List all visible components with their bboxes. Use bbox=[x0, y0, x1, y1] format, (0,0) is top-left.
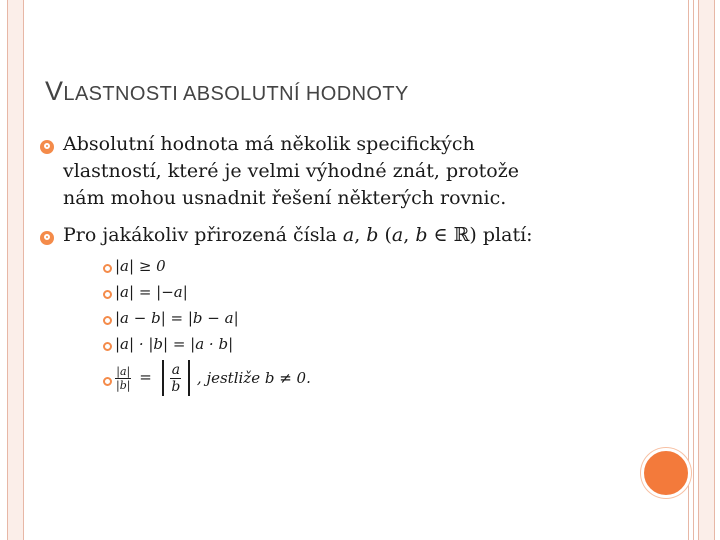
fraction-right-numerator: 𝑎 bbox=[171, 361, 181, 378]
bullet-icon bbox=[40, 231, 54, 245]
fraction-condition: , 𝑗𝑒𝑠𝑡𝑙𝑖ž𝑒 𝑏 ≠ 0. bbox=[196, 369, 311, 387]
left-frame-stripe bbox=[7, 0, 24, 540]
fraction-left-denominator: |𝑏| bbox=[116, 378, 131, 392]
bullet-1-line-2: vlastností, které je velmi výhodné znát, protože bbox=[63, 160, 519, 182]
property-4: |𝑎| · |𝑏| = |𝑎 · 𝑏| bbox=[115, 335, 234, 353]
orange-circle-decoration bbox=[641, 448, 691, 498]
sub-bullet-icon bbox=[103, 316, 112, 325]
sub-bullet-icon bbox=[103, 264, 112, 273]
title-rest: LASTNOSTI ABSOLUTNÍ HODNOTY bbox=[63, 83, 409, 105]
slide-title bbox=[45, 76, 409, 107]
sub-bullet-icon bbox=[103, 377, 112, 386]
right-frame-stripes bbox=[688, 0, 720, 540]
property-3: |𝑎 − 𝑏| = |𝑏 − 𝑎| bbox=[115, 309, 239, 327]
equals-sign: = bbox=[139, 368, 152, 386]
property-1: |𝑎| ≥ 0 bbox=[115, 257, 166, 275]
fraction-left bbox=[115, 365, 131, 392]
bullet-1-line-3: nám mohou usnadnit řešení některých rovnic. bbox=[63, 187, 507, 209]
bullet-1-line-1: Absolutní hodnota má několik specifických bbox=[63, 133, 475, 155]
abs-bar-right bbox=[188, 360, 190, 396]
title-initial: V bbox=[45, 76, 64, 106]
abs-bar-left bbox=[162, 360, 164, 396]
bullet-text-2 bbox=[63, 222, 623, 249]
fraction-left-numerator: |𝑎| bbox=[116, 364, 131, 378]
fraction-right-denominator: 𝑏 bbox=[171, 378, 181, 395]
property-5 bbox=[115, 360, 311, 396]
right-frame-wide-stripe bbox=[698, 0, 715, 540]
right-frame-thin-stripe bbox=[688, 0, 694, 540]
fraction-right bbox=[170, 362, 181, 395]
bullet-text-1 bbox=[63, 131, 623, 212]
property-2: |𝑎| = |−𝑎| bbox=[115, 283, 188, 301]
sub-bullet-icon bbox=[103, 290, 112, 299]
sub-bullet-icon bbox=[103, 342, 112, 351]
bullet-2-line-1: Pro jakákoliv přirozená čísla 𝑎, 𝑏 (𝑎, 𝑏 ∈ ℝ) platí: bbox=[63, 224, 533, 246]
bullet-icon bbox=[40, 140, 54, 154]
